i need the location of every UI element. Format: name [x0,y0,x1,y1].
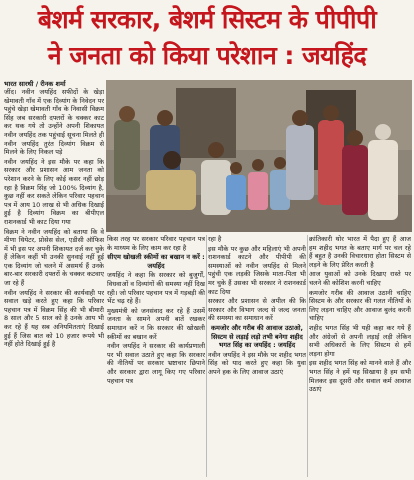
paragraph: नवीन जयहिंद ने इस मौके पर शहीद भगत सिंह को याद करते हुए कहा कि युवा अपने हक के लिए आवाज उठाएं [208,350,306,376]
paragraph: कमजोर गरीब की आवाज उठानी चाहिए सिस्टम के और सरकार की गलत नीतियों के लिए लड़ना चाहिए और आवाज बुलंद करनी चाहिए [309,288,411,323]
paragraph: क्रांतिकारी थोर भारत में पैदा हुए हैं आज हम शहीद भगत के बताए मार्ग पर चल रहे हैं बहुत है उनकी विचारधारा होता सिस्टम से लड़ने के लिए प्रेरित करती है [309,235,411,269]
article-column-4 [309,235,411,477]
paragraph: शहीद भगत सिंह भी यही कहा कर गये हैं और अंग्रेजों से अपनी लड़ाई लड़ी लेकिन सभी अधिकारों के लिए सिस्टम से हमें लड़ना होगा [309,323,411,358]
article-column-1 [4,88,104,476]
headline [6,2,408,74]
paragraph: किस तरह पर सरकार परिवार पहचान पत्र के माध्यम के लिए काम कर रहा है [107,235,205,252]
paragraph: इस मौके पर कुछ और महिलाएं भी अपनी राशनकार्ड काटने और पीपीपी की समस्याओं को नवीन जयहिंद से मिलने पहुंची एक लड़की जिसके माता-पिता भी मर चुके हैं उसका भी सरकार ने राशनकार्ड काट दिया [208,244,306,296]
byline: भारत सारथी / रीनक शर्मा [4,80,66,88]
article-column-2 [107,235,205,477]
paragraph: नवीन जयहिंद ने सरकार की कार्यप्रणाली पर भी सवाल उठाते हुए कहा कि सरकार की नीतियों पर सरकार भ्रष्टाचार छिपाने और सरकार द्वारा लागू किए गए परिवार पहचान पत्र [107,342,205,385]
paragraph: रहा है [208,235,222,243]
column-divider [206,235,207,477]
paragraph: विक्रम ने नवीन जयहिंद को बताया कि वे मीणा थियेटर, प्रोसेस सेल, एडीसी ऑफिस में भी इस पर अपनी शिकायत दर्ज कर चुके हैं लेकिन कहीं भी उनकी सुनवाई नहीं हुई एक दिव्यांग जो चलने में असमर्थ हैं उनके बार-बार सरकारी दफ्तरों के चक्कर कटवाए जा रहे हैं [4,227,104,288]
paragraph: नवीन जयहिंद ने सरकार की कार्यवाही पर सवाल खड़े करते हुए कहा कि परिवार पहचान पत्र में विक्रम सिंह की भी बीमारी 8 साल और 5 साल को है उनके आय भी कर रहे हैं यह सब अनियमितताएं दिखाई हुई हैं जिस बात को 10 हजार रूपये भी नहीं होते दिखाई हुई है [4,288,104,349]
headline-line-2: ने जनता को किया परेशान : जयहिंद [47,41,367,70]
column-divider [307,235,308,477]
paragraph: इस शहीद भगत सिंह को मानने वाले हैं और भगत सिंह ने हमें यह सिखाया है हम सभी मिलकर इस दूसरी और सवाल कर्म आवाज उठाएं [309,359,411,394]
paragraph: जींद। नवीन जयहिंद सफीदों के खेड़ा खेमावती गाँव में एक दिव्यांग के निवेदन पर पहुंचे खेड़ा खेमावती गाँव के निवासी विक्रम सिंह जब सरकारी दफ्तरों के चक्कर काट कर थक गये तो उन्होंने अपनी शिकायत नवीन जयहिंद तक पहुंचाई सूचना मिलते ही नवीन जयहिंद तुरंत दिव्यांग विक्रम से मिलने के लिए निकल पड़े [4,88,104,157]
headline-line-1: बेशर्म सरकार, बेशर्म सिस्टम के पीपीपी [37,5,377,34]
paragraph: आज युवाओं को उनके दिखाए रास्ते पर चलने की कोशिश करनी चाहिए [309,270,411,287]
subheading: कमजोर और गरीब की आवाज उठाओ, सिस्टम से लड़ाई लड़ो तभी बनेगा शहीद भगत सिंह का जयहिंद : जयहिंद [211,323,303,350]
paragraph: मुख्यमंत्री को जनसंवाद कर रहे हैं उसमें जनता के सामने अपनी बातें रखकर समाधान करें न कि सरकार की खोखली स्कीमों का बखान करें [107,306,205,341]
group-photo-image [106,80,412,232]
paragraph: सरकार और प्रशासन से अपील की कि सरकार और विभाग जल्द से जल्द जनता की समस्या का समाधान करें [208,297,306,323]
subheading: सीएम खोखली स्कीमों का बखान न करें : जयहिंद [107,253,205,270]
news-photo [106,80,412,232]
article-column-3 [208,235,306,477]
paragraph: नवीन जयहिंद ने इस मौके पर कहा कि सरकार और प्रशासन आम जनता को परेशान करने के लिए कोई कसर नहीं छोड़ रहा है विक्रम सिंह जो 100% दिव्यांग है, कुछ नहीं कर सकते लेकिन परिवार पहचान पत्र में आय 10 लाख से भी अधिक दिखाई हुई है दिव्यांग विक्रम का बीपीएल राशनकार्ड भी काट दिया गया [4,157,104,226]
paragraph: जयहिंद ने कहा कि सरकार को बुजुर्गों, विधवाओं व दिव्यांगों की समस्या नहीं दिख रही। जो परिवार पहचान पत्र में गड़बड़ी की भेंट चढ़ रहे हैं। [107,271,205,306]
